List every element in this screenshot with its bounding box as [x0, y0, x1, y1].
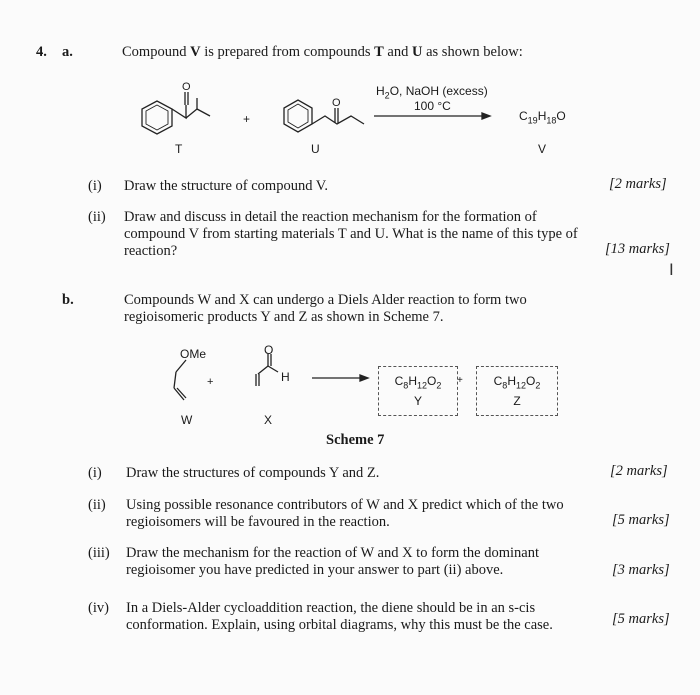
- part-a-sub-ii-text: Draw and discuss in detail the reaction mechanism for the formation of compound V from starting materials T and U. What is the name of this type of reaction?: [124, 209, 578, 259]
- part-a-sub-ii-number: (ii): [88, 209, 106, 225]
- part-b-sub-iv-text: In a Diels-Alder cycloaddition reaction, the diene should be in an s-cis conformation. Explain, using orbital diagrams, why this must be the case.: [126, 600, 553, 633]
- part-b-sub-iv-number: (iv): [88, 600, 109, 616]
- part-b-sub-i-text: Draw the structures of compounds Y and Z.: [126, 465, 380, 481]
- part-b-sub-ii-number: (ii): [88, 497, 106, 513]
- compound-T-benzene-ring: [142, 101, 172, 134]
- product-Y-label: Y: [413, 394, 422, 409]
- text-cursor: I: [669, 260, 674, 279]
- ome-substituent: OMe: [180, 347, 207, 361]
- product-Z-formula: $C_8H_{12}O_2$: [493, 374, 541, 391]
- label-X: X: [264, 413, 273, 427]
- product-Z-box: [476, 366, 558, 416]
- part-a-sub-i-number: (i): [88, 178, 102, 194]
- part-b-sub-iii-text: Draw the mechanism for the reaction of W and X to form the dominant regioisomer you have predicted in your answer to part (ii) above.: [126, 545, 539, 578]
- label-U: U: [311, 142, 320, 156]
- scheme-7-caption: Scheme 7: [326, 432, 385, 448]
- part-b-sub-i-marks: [2 marks]: [610, 463, 668, 479]
- conditions-line1: $H_2O$, NaOH (excess): [376, 84, 488, 101]
- conditions-line2: 100 °C: [414, 99, 451, 113]
- part-b-sub-i-number: (i): [88, 465, 102, 481]
- part-a-sub-i-marks: [2 marks]: [609, 176, 667, 192]
- x-hydrogen-atom: H: [281, 370, 290, 384]
- part-b-sub-iv-marks: [5 marks]: [612, 611, 670, 627]
- product-V-formula: $C_{19}H_{18}O$: [519, 109, 566, 126]
- plus-sign-products: +: [457, 375, 463, 386]
- part-b-sub-ii-text: Using possible resonance contributors of W and X predict which of the two regioisomers will be favoured in the reaction.: [126, 497, 564, 530]
- svg-text:O: O: [332, 97, 341, 109]
- svg-text:O: O: [182, 81, 191, 93]
- question-number: 4.: [36, 44, 47, 60]
- part-a-letter: a.: [62, 44, 73, 60]
- compound-W-diene: [176, 360, 186, 372]
- plus-sign-a: +: [243, 112, 251, 126]
- x-oxygen-atom: O: [264, 343, 274, 357]
- compound-T-chain: [172, 105, 186, 118]
- product-Z-label: Z: [513, 394, 521, 409]
- product-Y-formula: $C_8H_{12}O_2$: [394, 374, 442, 391]
- part-b-sub-iii-marks: [3 marks]: [612, 562, 670, 578]
- label-W: W: [181, 413, 193, 427]
- part-a-intro: Compound V is prepared from compounds T and U as shown below:: [122, 44, 523, 60]
- label-T: T: [175, 142, 183, 156]
- label-V: V: [538, 142, 547, 156]
- product-Y-box: [378, 366, 458, 416]
- plus-sign-b: +: [207, 376, 214, 388]
- part-b-sub-iii-number: (iii): [88, 545, 110, 561]
- part-b-sub-ii-marks: [5 marks]: [612, 512, 670, 528]
- part-b-intro: Compounds W and X can undergo a Diels Alder reaction to form two regioisomeric products Y and Z as shown in Scheme 7.: [124, 292, 527, 325]
- part-b-letter: b.: [62, 292, 74, 308]
- part-a-sub-ii-marks: [13 marks]: [605, 241, 670, 257]
- part-a-sub-i-text: Draw the structure of compound V.: [124, 178, 329, 194]
